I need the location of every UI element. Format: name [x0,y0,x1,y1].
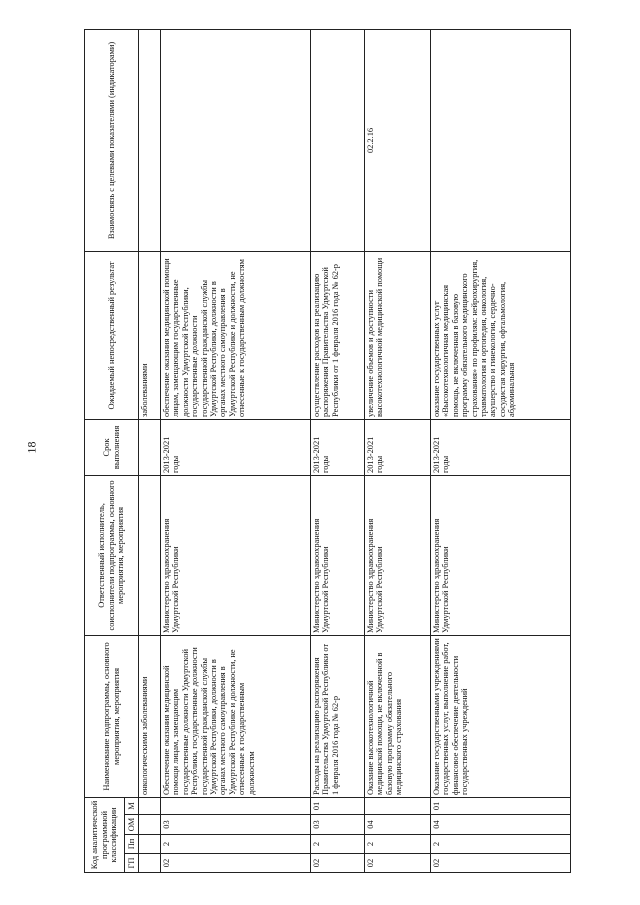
cell-result: оказание государственных услуг «Высокотехнологичная медицинская помощь, не включенная в базовую программу обязательного медицинского страхования» по профилям: нейрохирургия, травматология и ортопедия, онкология, акушерство и гинекология, сердечно-сосудистая хирургия, офтальмология, абдоминальная [431,251,571,419]
cell-m [365,797,431,814]
program-table [84,29,571,873]
header-term: Срок выполнения [85,419,139,475]
table-row [161,29,311,872]
table-row [431,29,571,872]
cell-m: 01 [311,797,365,814]
header-executor: Ответственный исполнитель, соисполнители подпрограммы, основного мероприятия, мероприятия [85,475,139,635]
cell-om: 03 [161,815,311,835]
cell-executor: Министерство здравоохранения Удмуртской Республики [161,475,311,635]
cell-pp [139,835,161,854]
cell-result: заболеваниями [139,251,161,419]
cell-m [161,797,311,814]
cell-gp: 02 [365,854,431,873]
header-code-group: Код аналитической программной классификации [85,797,125,872]
cell-name: Расходы на реализацию распоряжения Правительства Удмуртской Республики от 1 февраля 2016 года № 62-р [311,635,365,797]
cell-result: обеспечение оказания медицинской помощи лицам, замещающим государственные должности Удмуртской Республики, государственные должности государственной гражданской службы Удмуртской Республики, должности в органах местного самоуправления в Удмуртской Республике и должности, не отнесенные к государственным должностям [161,251,311,419]
cell-link [311,29,365,251]
cell-pp: 2 [365,835,431,854]
header-name: Наименование подпрограммы, основного мероприятия, мероприятия [85,635,139,797]
cell-om: 04 [365,815,431,835]
cell-name: онкологическими заболеваниями [139,635,161,797]
cell-m: 01 [431,797,571,814]
cell-link: 02.2.16 [365,29,431,251]
cell-om: 04 [431,815,571,835]
cell-term [139,419,161,475]
cell-term: 2013-2021 годы [431,419,571,475]
table-row [139,29,161,872]
cell-result: увеличение объемов и доступности высокотехнологичной медицинской помощи [365,251,431,419]
page-number: 18 [24,441,39,454]
cell-om: 03 [311,815,365,835]
rotated-table-page [84,30,632,873]
cell-executor: Министерство здравоохранения Удмуртской Республики [431,475,571,635]
cell-result: осуществление расходов на реализацию распоряжения Правительства Удмуртской Республики от 1 февраля 2016 года № 62-р [311,251,365,419]
header-pp: Пп [125,835,139,854]
cell-name: Обеспечение оказания медицинской помощи лицам, замещающим государственные должности Удмуртской Республики, государственные должности государственной гражданской службы Удмуртской Республики, должности в органах местного самоуправления в Удмуртской Республике и должности, не отнесенные к государственным должностям [161,635,311,797]
header-result: Ожидаемый непосредственный результат [85,251,139,419]
cell-executor [139,475,161,635]
cell-gp: 02 [311,854,365,873]
table-row [365,29,431,872]
header-m: М [125,797,139,814]
cell-pp: 2 [431,835,571,854]
cell-term: 2013-2021 годы [311,419,365,475]
cell-gp: 02 [431,854,571,873]
header-om: ОМ [125,815,139,835]
table-row [311,29,365,872]
cell-pp: 2 [161,835,311,854]
cell-name: Оказание государственными учреждениями государственных услуг, выполнение работ, финансовое обеспечение деятельности государственных учреждений [431,635,571,797]
cell-name: Оказание высокотехнологичной медицинской помощи, не включенной в базовую программу обязательного медицинского страхования [365,635,431,797]
cell-term: 2013-2021 годы [365,419,431,475]
cell-om [139,815,161,835]
cell-executor: Министерство здравоохранения Удмуртской Республики [311,475,365,635]
header-link: Взаимосвязь с целевыми показателями (индикаторами) [85,29,139,251]
cell-link [161,29,311,251]
cell-link [431,29,571,251]
cell-link [139,29,161,251]
cell-gp [139,854,161,873]
cell-gp: 02 [161,854,311,873]
cell-m [139,797,161,814]
cell-executor: Министерство здравоохранения Удмуртской Республики [365,475,431,635]
header-gp: ГП [125,854,139,873]
cell-term: 2013-2021 годы [161,419,311,475]
cell-pp: 2 [311,835,365,854]
